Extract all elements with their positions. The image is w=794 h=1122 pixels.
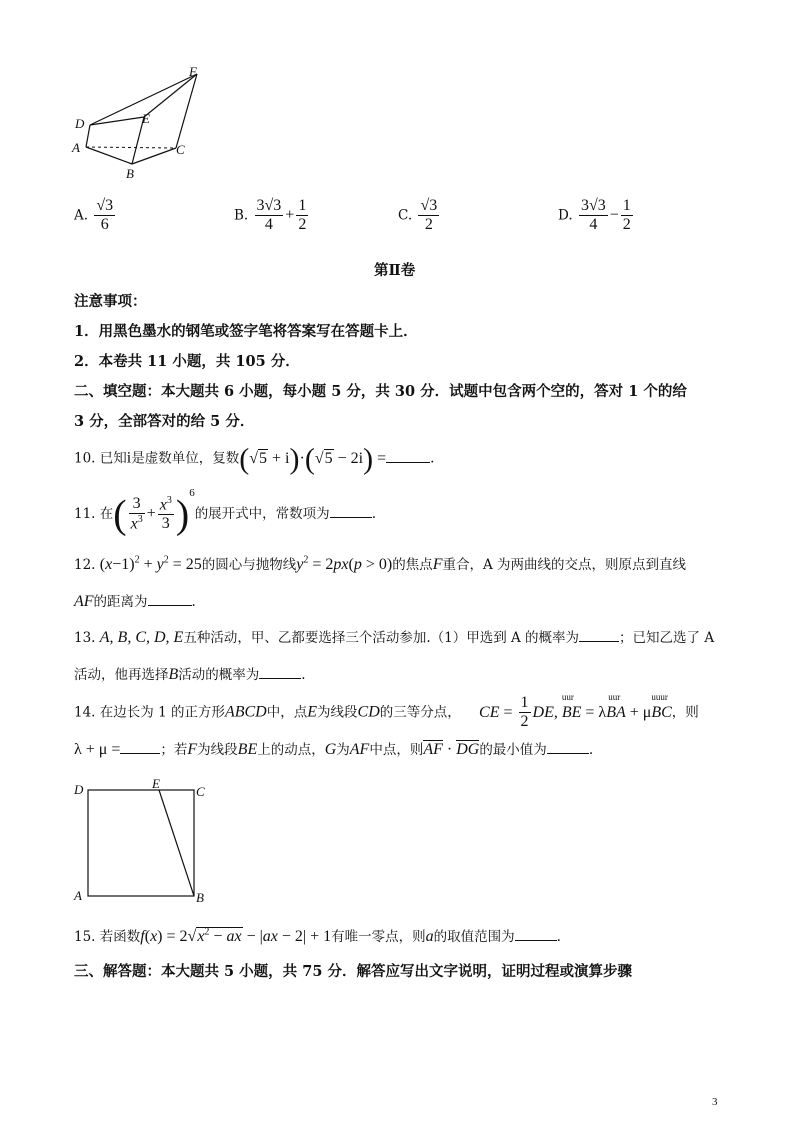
text: 的展开式中，常数项为 xyxy=(194,506,330,522)
period: . xyxy=(301,667,306,683)
binomial-expression: ( $\frac{3}{x^3}$ + $\frac{x^3}{3}$ )$^6$ xyxy=(113,487,195,537)
segment-af: AF xyxy=(349,741,370,758)
text: 五种活动，甲、乙都要选择三个活动参加.（1）甲选到 A 的概率为 xyxy=(183,630,580,646)
text: 的圆心与抛物线 xyxy=(201,557,297,573)
text: 的取值范围为 xyxy=(433,929,515,945)
edge-ac-dashed xyxy=(86,147,176,148)
question-number: 11. xyxy=(74,506,96,522)
point-e: E xyxy=(307,703,318,721)
text: 中点，则 xyxy=(369,742,424,758)
option-letter: A. xyxy=(74,207,89,224)
edge-bc xyxy=(132,148,176,164)
question-10 xyxy=(74,444,434,474)
edge-da xyxy=(86,125,90,147)
function-expression: $f(x) = 2√x^2$ − ax − |ax − 2| + 1 xyxy=(140,926,332,945)
line-af: AF xyxy=(74,593,94,610)
period: . xyxy=(191,594,196,610)
segment-cd: CD xyxy=(357,703,380,721)
option-d[interactable] xyxy=(558,197,635,235)
operator: − xyxy=(609,206,619,224)
question-12-line2 xyxy=(74,590,196,611)
answer-blank-1[interactable] xyxy=(579,627,619,642)
option-a[interactable] xyxy=(74,197,117,235)
answer-blank[interactable] xyxy=(330,503,372,518)
text: ；已知乙选了 A xyxy=(619,630,715,646)
text: ，则 xyxy=(671,704,699,721)
label-c: C xyxy=(196,784,205,799)
question-13-line1 xyxy=(74,626,714,647)
geometry-figure-solid xyxy=(60,60,220,185)
lambda-plus-mu: λ + μ = xyxy=(74,741,121,758)
answer-blank[interactable] xyxy=(386,448,430,463)
point-g: G xyxy=(324,741,337,758)
option-b[interactable] xyxy=(234,197,310,235)
text: 活动的概率为 xyxy=(178,667,260,683)
label-a: A xyxy=(74,888,82,903)
period: . xyxy=(556,929,561,945)
label-d: D xyxy=(74,782,84,797)
text: 中，点 xyxy=(266,704,308,721)
text: ；若 xyxy=(160,742,188,758)
vector-condition: CE = $\frac{1}{2}$ DE, BE uur = λBA uur + μBC uuur xyxy=(479,691,672,731)
fill-header-line2: 3 分，全部答对的给 5 分． xyxy=(74,413,255,430)
activity-b: B xyxy=(168,666,179,683)
question-number: 13. xyxy=(74,630,96,646)
answer-blank-2[interactable] xyxy=(547,739,589,754)
note-1: 1．用黑色墨水的钢笔或签字笔将答案写在答题卡上． xyxy=(74,323,418,340)
option-letter: D. xyxy=(558,207,573,224)
fraction: $\frac{√3}{6}$ xyxy=(96,197,114,234)
option-letter: B. xyxy=(234,207,249,224)
text: 为 xyxy=(336,742,350,758)
text: 的距离为 xyxy=(93,594,148,610)
answer-blank-2[interactable] xyxy=(259,664,301,679)
question-11 xyxy=(74,487,376,537)
geometry-figure-square xyxy=(70,775,215,910)
operator: + xyxy=(285,206,295,224)
text: 上的动点， xyxy=(257,742,325,758)
fill-header-line1: 二、填空题：本大题共 6 小题，每小题 5 分，共 30 分．试题中包含两个空的，答对 1 个的给 xyxy=(74,383,687,400)
segment-be: BE xyxy=(237,741,258,758)
label-d: D xyxy=(75,116,85,131)
text: 若函数 xyxy=(99,929,141,945)
section3-title: 三、解答题：本大题共 5 小题，共 75 分．解答应写出文字说明，证明过程或演算步骤 xyxy=(74,963,632,980)
question-12-line1 xyxy=(74,553,686,574)
note-2: 2．本卷共 11 小题，共 105 分． xyxy=(74,353,300,370)
label-a: A xyxy=(72,140,80,155)
text: 是虚数单位，复数 xyxy=(131,450,240,467)
square-abcd xyxy=(88,790,194,896)
period: . xyxy=(430,450,435,467)
text: 已知 xyxy=(99,450,127,467)
question-number: 14. xyxy=(74,704,96,721)
text: 在 xyxy=(99,506,114,522)
option-letter: C. xyxy=(398,207,413,224)
text: 的最小值为 xyxy=(479,742,547,758)
text: 的三等分点， xyxy=(379,704,461,721)
point-f: F xyxy=(187,741,198,758)
label-f: F xyxy=(189,64,197,79)
variable-a: a xyxy=(425,928,434,945)
square-abcd: ABCD xyxy=(224,703,267,721)
point-f: F xyxy=(432,556,443,573)
answer-blank[interactable] xyxy=(515,926,557,941)
section-title: 第Ⅱ卷 xyxy=(374,262,416,279)
fraction: $\frac{3√3}{4}$ xyxy=(580,197,606,234)
complex-expression: (√5 + i)·(√5 − 2i) = xyxy=(239,442,387,475)
period: . xyxy=(588,742,594,758)
label-b: B xyxy=(126,166,134,181)
answer-blank[interactable] xyxy=(148,591,192,606)
question-14-line1 xyxy=(74,691,699,732)
answer-blank-1[interactable] xyxy=(120,739,160,754)
edge-ab xyxy=(86,147,132,164)
text: 有唯一零点，则 xyxy=(331,929,426,945)
period: . xyxy=(371,506,376,522)
question-number: 12. xyxy=(74,557,96,573)
text: 活动，他再选择 xyxy=(74,667,169,683)
imaginary-unit: i xyxy=(126,449,132,467)
notes-title: 注意事项： xyxy=(74,293,147,310)
edge-fc xyxy=(176,74,197,148)
question-number: 15. xyxy=(74,929,96,945)
text: 为线段 xyxy=(317,704,358,721)
question-15 xyxy=(74,925,561,946)
question-number: 10. xyxy=(74,450,96,467)
page-number: 3 xyxy=(712,1096,718,1108)
dot-product: AF · DG xyxy=(423,741,480,758)
fraction: $\frac{1}{2}$ xyxy=(298,197,307,234)
activity-list: A, B, C, D, E xyxy=(99,629,184,646)
fraction: $\frac{3√3}{4}$ xyxy=(256,197,282,234)
text: 的焦点 xyxy=(392,557,433,573)
question-13-line2 xyxy=(74,663,306,684)
circle-equation: $(x-1)^2 + y^2 = 25$ xyxy=(99,554,202,573)
text: 重合，A 为两曲线的交点，则原点到直线 xyxy=(442,557,687,573)
text: 在边长为 1 的正方形 xyxy=(99,704,225,721)
question-14-line2 xyxy=(74,738,593,759)
fraction: $\frac{√3}{2}$ xyxy=(420,197,438,234)
label-e: E xyxy=(142,111,150,126)
label-b: B xyxy=(196,890,204,905)
label-c: C xyxy=(176,142,185,157)
text: 为线段 xyxy=(197,742,238,758)
parabola-equation: $y^2 = 2px(p > 0)$ xyxy=(296,554,393,573)
segment-be xyxy=(159,790,194,896)
fraction: $\frac{1}{2}$ xyxy=(622,197,631,234)
option-c[interactable] xyxy=(398,197,441,235)
label-e: E xyxy=(152,776,160,791)
